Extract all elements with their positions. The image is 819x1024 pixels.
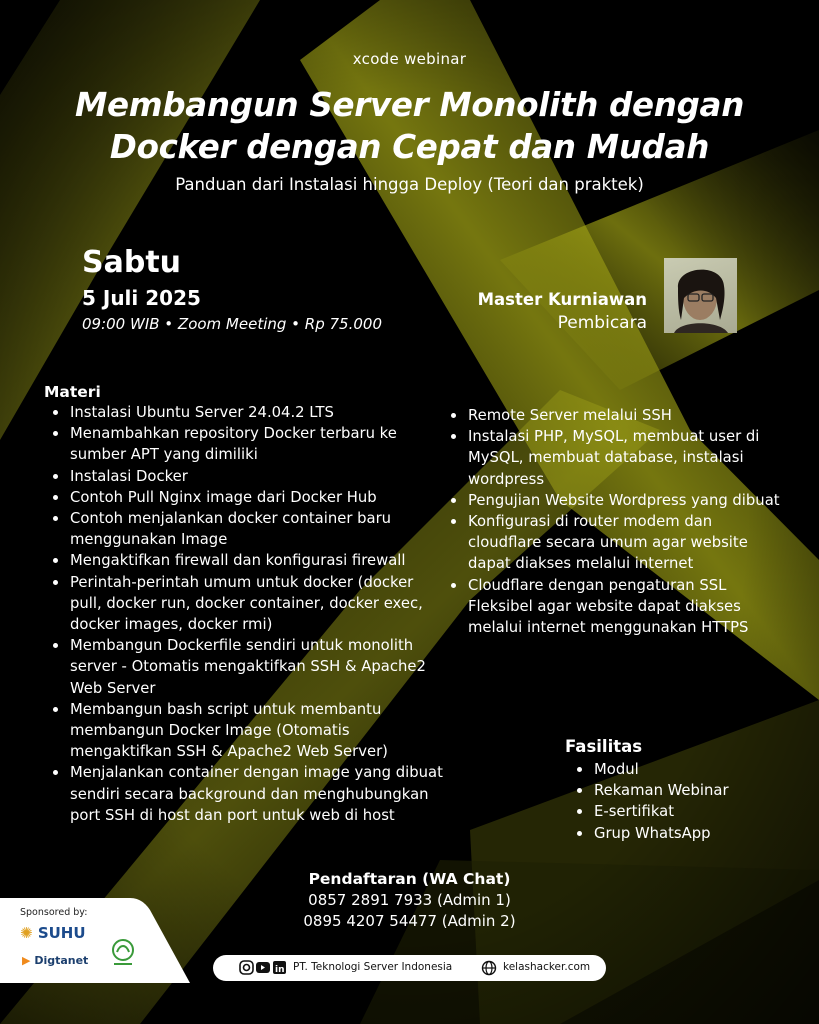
list-item: Instalasi Docker (44, 466, 444, 487)
materi-list-right (442, 405, 782, 638)
tagline: Panduan dari Instalasi hingga Deploy (Teori dan praktek) (175, 175, 644, 194)
sponsor-suhu-logo: ✺ SUHU (20, 924, 86, 942)
registration-admin-2: 0895 4207 54477 (Admin 2) (303, 912, 516, 930)
list-item: Grup WhatsApp (568, 823, 729, 844)
sponsor-digtanet-logo: ▶ Digtanet (22, 954, 89, 967)
registration-title: Pendaftaran (WA Chat) (308, 870, 511, 888)
speaker-photo (664, 258, 737, 333)
instagram-icon[interactable] (240, 961, 253, 974)
list-item: Contoh Pull Nginx image dari Docker Hub (44, 487, 444, 508)
speaker-role: Pembicara (557, 313, 647, 333)
event-kicker: xcode webinar (352, 50, 467, 68)
materi-list-left (44, 402, 444, 826)
event-details: 09:00 WIB • Zoom Meeting • Rp 75.000 (82, 315, 382, 333)
speaker-name: Master Kurniawan (477, 290, 647, 309)
event-day: Sabtu (82, 245, 182, 280)
sponsor-label: Sponsored by: (20, 907, 88, 918)
suhu-mark-icon: ✺ (20, 924, 33, 942)
digtanet-mark-icon: ▶ (22, 954, 31, 967)
footer-bar (213, 955, 606, 981)
list-item: Remote Server melalui SSH (442, 405, 782, 426)
list-item: Membangun Dockerfile sendiri untuk monolith server - Otomatis mengaktifkan SSH & Apache2 Web Server (44, 635, 444, 699)
list-item: E-sertifikat (568, 801, 729, 822)
list-item: Menambahkan repository Docker terbaru ke sumber APT yang dimiliki (44, 423, 444, 465)
footer-company: PT. Teknologi Server Indonesia (293, 961, 453, 973)
event-date: 5 Juli 2025 (82, 286, 201, 310)
youtube-icon[interactable] (256, 962, 270, 973)
list-item: Konfigurasi di router modem dan cloudflare secara umum agar website dapat diakses melalui internet (442, 511, 782, 575)
globe-icon (481, 960, 497, 976)
svg-text:in: in (275, 965, 285, 975)
materi-title: Materi (44, 383, 101, 401)
list-item: Instalasi Ubuntu Server 24.04.2 LTS (44, 402, 444, 423)
footer-website-link[interactable]: kelashacker.com (503, 961, 591, 973)
title-line-2: Docker dengan Cepat dan Mudah (109, 128, 710, 166)
page-title (0, 84, 819, 168)
fasilitas-title: Fasilitas (565, 737, 643, 756)
list-item: Membangun bash script untuk membantu membangun Docker Image (Otomatis mengaktifkan SSH & Apache2 Web Server) (44, 699, 444, 763)
sponsor-green-logo-icon (106, 936, 140, 970)
registration-admin-1: 0857 2891 7933 (Admin 1) (308, 891, 511, 909)
title-line-1: Membangun Server Monolith dengan (74, 86, 745, 124)
list-item: Menjalankan container dengan image yang dibuat sendiri secara background dan menghubungkan port SSH di host dan port untuk web di host (44, 762, 444, 826)
list-item: Pengujian Website Wordpress yang dibuat (442, 490, 782, 511)
list-item: Contoh menjalankan docker container baru menggunakan Image (44, 508, 444, 550)
fasilitas-list (568, 759, 729, 844)
list-item: Rekaman Webinar (568, 780, 729, 801)
list-item: Perintah-perintah umum untuk docker (docker pull, docker run, docker container, docker exec, docker images, docker rmi) (44, 572, 444, 636)
list-item: Cloudflare dengan pengaturan SSL Fleksibel agar website dapat diakses melalui internet menggunakan HTTPS (442, 575, 782, 639)
list-item: Instalasi PHP, MySQL, membuat user di MySQL, membuat database, instalasi wordpress (442, 426, 782, 490)
list-item: Modul (568, 759, 729, 780)
list-item: Mengaktifkan firewall dan konfigurasi firewall (44, 550, 444, 571)
linkedin-icon[interactable] (273, 961, 286, 975)
